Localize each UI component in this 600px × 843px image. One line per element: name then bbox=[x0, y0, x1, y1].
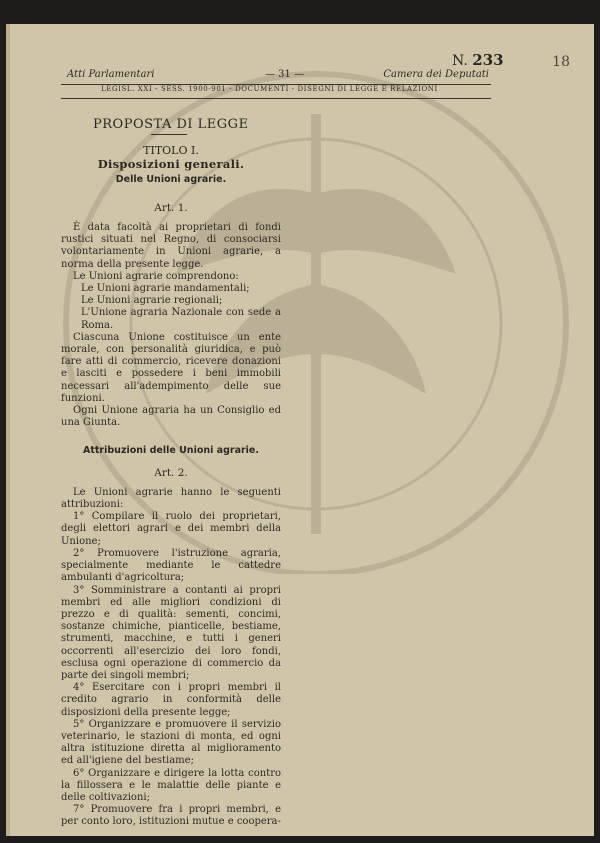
list-item: L'Unione agraria Nazionale con sede a Roma. bbox=[81, 307, 281, 331]
header-right: Camera dei Deputati bbox=[383, 69, 489, 80]
list-item: Le Unioni agrarie regionali; bbox=[81, 295, 223, 307]
document-number-label: N. bbox=[452, 53, 468, 69]
list-item: Le Unioni agrarie mandamentali; bbox=[81, 283, 250, 295]
section-heading: Delle Unioni agrarie. bbox=[115, 173, 227, 185]
article-heading: Art. 2. bbox=[154, 466, 188, 479]
list-item: 3° Somministrare a contanti ai propri membri ed alle migliori condizioni di prezzo e di qualità: sementi, concimi, sostanze chimiche, pianticelle, bestiame, strumenti, macchine, e tutti i generi occorrenti all'esercizio dei loro fondi, esclusa ogni operazione di commercio da parte dei singoli membri; bbox=[61, 584, 281, 681]
list-item: 5° Organizzare e promuovere il servizio veterinario, le stazioni di monta, ed ogni altra istituzione diretta al miglioramento ed all'igiene del bestiame; bbox=[61, 718, 281, 767]
list-item: 4° Esercitare con i propri membri il credito agrario in conformità delle disposizioni della presente legge; bbox=[61, 682, 281, 718]
paragraph: Le Unioni agrarie comprendono: bbox=[73, 270, 239, 282]
paragraph: Le Unioni agrarie hanno le seguenti attribuzioni: bbox=[61, 486, 281, 511]
subheader-rule bbox=[61, 98, 491, 99]
text-column bbox=[61, 119, 281, 829]
document-number bbox=[452, 51, 504, 69]
heading-rule bbox=[151, 134, 187, 135]
paragraph: È data facoltà ai proprietari di fondi rustici situati nel Regno, di consociarsi volontariamente in Unioni agrarie, a norma della presente legge. bbox=[61, 222, 281, 270]
list-item: 6° Organizzare e dirigere la lotta contro la fillossera e le malattie delle piante e delle coltivazioni; bbox=[61, 767, 281, 803]
document-number-value: 233 bbox=[472, 51, 504, 69]
title-number: TITOLO I. bbox=[143, 144, 199, 158]
title-heading: Disposizioni generali. bbox=[97, 157, 245, 172]
document-page bbox=[6, 24, 594, 836]
header-left: Atti Parlamentari bbox=[67, 69, 155, 80]
header-page-number: — 31 — bbox=[265, 69, 305, 80]
list-item: 7° Promuovere fra i propri membri, e per conto loro, istituzioni mutue e coopera- bbox=[61, 804, 281, 828]
paragraph: Ogni Unione agraria ha un Consiglio ed una Giunta. bbox=[61, 405, 281, 429]
page-corner-number: 18 bbox=[552, 54, 570, 70]
list-item: 2° Promuovere l'istruzione agraria, specialmente mediante le cattedre ambulanti d'agricoltura; bbox=[61, 547, 281, 584]
paragraph: Ciascuna Unione costituisce un ente morale, con personalità giuridica, e può fare atti di commercio, ricevere donazioni e lasciti e possedere i beni immobili necessari all'adempimento delle sue funzioni. bbox=[61, 331, 281, 404]
section-heading: Attribuzioni delle Unioni agrarie. bbox=[83, 445, 259, 457]
running-header bbox=[61, 69, 489, 83]
running-subheader: LEGISL. XXI - SESS. 1900-901 - DOCUMENTI - DISEGNI DI LEGGE E RELAZIONI bbox=[101, 85, 438, 93]
article-heading: Art. 1. bbox=[154, 201, 188, 214]
page-binding-edge bbox=[6, 24, 10, 836]
list-item: 1° Compilare il ruolo dei proprietari, degli elettori agrari e dei membri della Unione; bbox=[61, 511, 281, 547]
document-heading: PROPOSTA DI LEGGE bbox=[93, 117, 249, 132]
